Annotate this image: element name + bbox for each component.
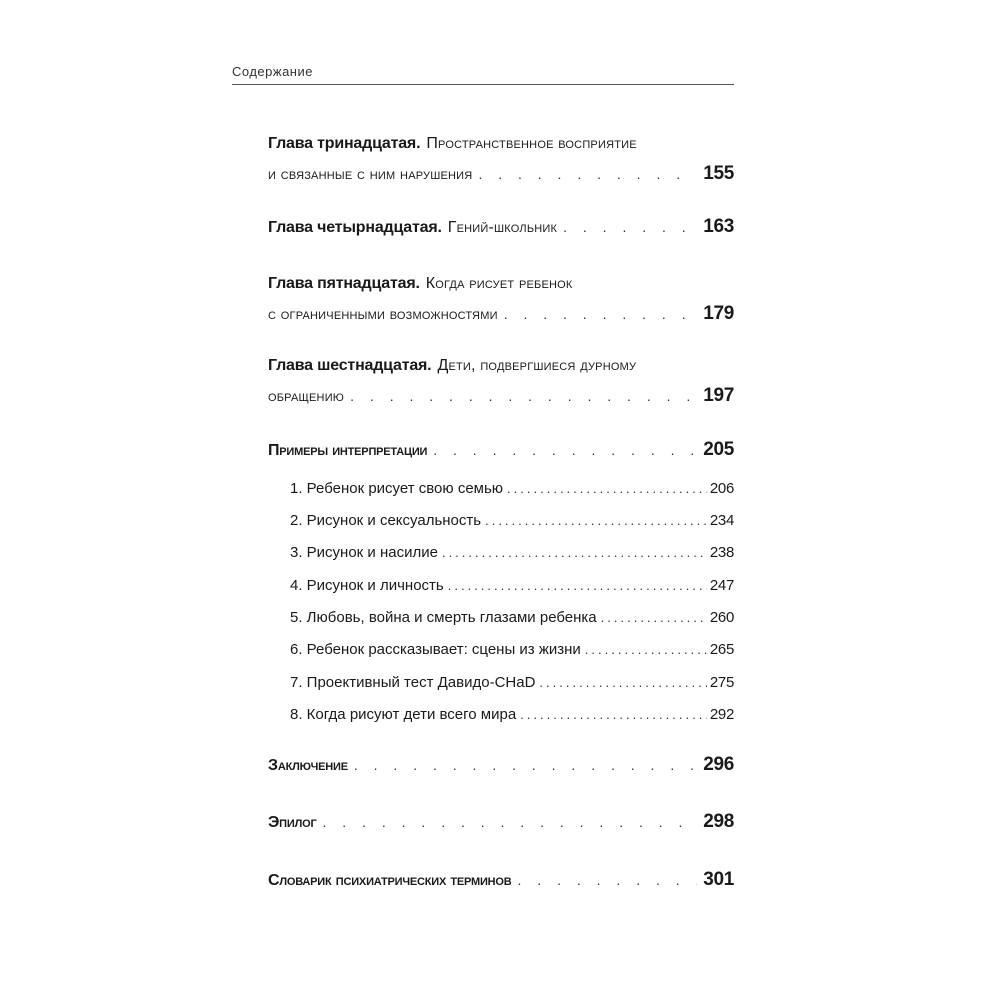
dot-leader: [585, 642, 707, 657]
subentry-title: 7. Проективный тест Давидо-CHaD: [290, 674, 536, 691]
section-title: Заключение: [268, 757, 348, 774]
chapter-title: Дети, подвергшиеся дурному: [437, 357, 637, 374]
toc-entry-chapter-13[interactable]: [268, 135, 734, 185]
subentry-title: 4. Рисунок и личность: [290, 577, 444, 594]
page-number: 206: [709, 480, 734, 497]
dot-leader: [504, 306, 698, 322]
dot-leader: [520, 707, 707, 722]
dot-leader: [485, 513, 707, 528]
toc-entry-conclusion[interactable]: [268, 754, 734, 776]
toc-subentry-7[interactable]: [290, 674, 734, 691]
chapter-label: Глава четырнадцатая.: [268, 219, 442, 236]
dot-leader: [518, 872, 698, 888]
subentry-title: 2. Рисунок и сексуальность: [290, 512, 482, 529]
chapter-title: Пространственное восприятие: [426, 135, 637, 152]
toc-entry-examples[interactable]: [268, 439, 734, 461]
page-number: 296: [703, 754, 734, 775]
page-number: 275: [709, 674, 734, 691]
page-number: 265: [709, 641, 734, 658]
toc-entry-chapter-14[interactable]: [268, 216, 734, 238]
toc-subentry-6[interactable]: [290, 641, 734, 658]
chapter-title: Гений-школьник: [447, 219, 558, 236]
page-number: 205: [703, 439, 734, 460]
page-number: 260: [709, 609, 734, 626]
section-title: Примеры интерпретации: [268, 442, 428, 459]
dot-leader: [539, 675, 706, 690]
toc-entry-epilogue[interactable]: [268, 811, 734, 833]
dot-leader: [448, 578, 707, 593]
chapter-label: Глава пятнадцатая.: [268, 275, 420, 292]
page-number: 247: [709, 577, 734, 594]
chapter-title: Когда рисует ребенок: [425, 275, 573, 292]
page-number: 301: [703, 869, 734, 890]
dot-leader: [442, 545, 707, 560]
subentry-title: 1. Ребенок рисует свою семью: [290, 480, 504, 497]
toc-subentry-5[interactable]: [290, 609, 734, 626]
toc-subentry-8[interactable]: [290, 706, 734, 723]
chapter-title-continued: с ограниченными возможностями: [268, 306, 498, 323]
dot-leader: [350, 388, 697, 404]
toc-subentry-3[interactable]: [290, 544, 734, 561]
running-header-title: Содержание: [232, 64, 313, 79]
chapter-title-continued: и связанные с ним нарушения: [268, 166, 473, 183]
dot-leader: [433, 442, 697, 458]
dot-leader: [323, 814, 698, 830]
section-title: Словарик психиатрических терминов: [268, 872, 512, 889]
dot-leader: [478, 166, 697, 182]
toc-entry-chapter-16[interactable]: [268, 357, 734, 407]
page-number: 238: [709, 544, 734, 561]
toc-entry-chapter-15[interactable]: [268, 275, 734, 325]
page-number: 155: [703, 163, 734, 184]
chapter-title-continued: обращению: [268, 388, 345, 405]
subentry-title: 6. Ребенок рассказывает: сцены из жизни: [290, 641, 581, 658]
chapter-label: Глава шестнадцатая.: [268, 357, 432, 374]
dot-leader: [354, 757, 697, 773]
toc-entry-glossary[interactable]: [268, 869, 734, 891]
toc-subentry-2[interactable]: [290, 512, 734, 529]
subentry-title: 8. Когда рисуют дети всего мира: [290, 706, 517, 723]
page-number: 197: [703, 385, 734, 406]
subentry-title: 3. Рисунок и насилие: [290, 544, 438, 561]
section-title: Эпилог: [268, 814, 317, 831]
dot-leader: [563, 219, 697, 235]
toc-subentry-1[interactable]: [290, 480, 734, 497]
dot-leader: [601, 610, 707, 625]
page-number: 292: [709, 706, 734, 723]
page-number: 179: [703, 303, 734, 324]
subentry-title: 5. Любовь, война и смерть глазами ребенка: [290, 609, 597, 626]
page-number: 298: [703, 811, 734, 832]
page-number: 163: [703, 216, 734, 237]
chapter-label: Глава тринадцатая.: [268, 135, 421, 152]
toc-subentry-4[interactable]: [290, 577, 734, 594]
table-of-contents: [268, 0, 734, 1000]
page-number: 234: [709, 512, 734, 529]
dot-leader: [507, 481, 707, 496]
